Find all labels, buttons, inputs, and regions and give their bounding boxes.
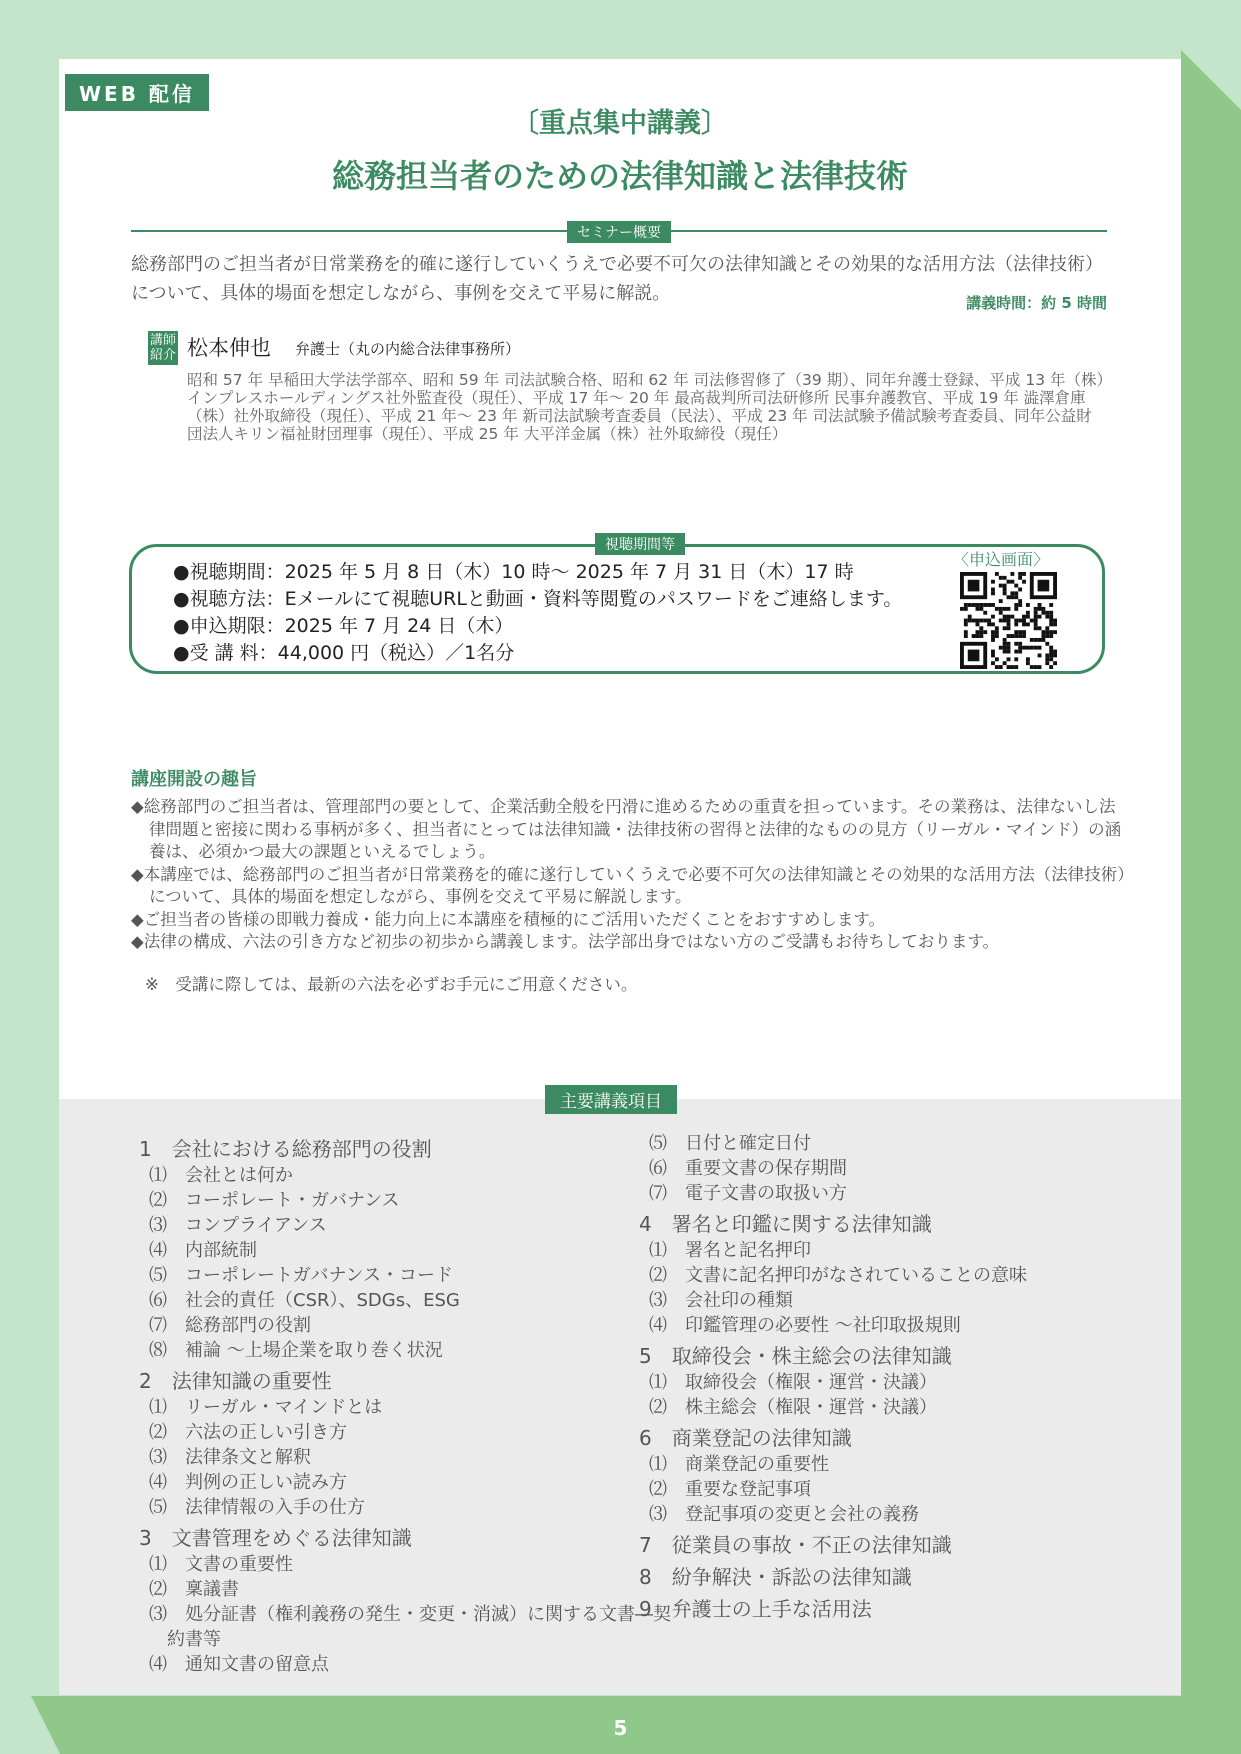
viewing-label: 視聴期間等 [595, 533, 685, 555]
syllabus-chapter: 9 弁護士の上手な活用法 [639, 1597, 872, 1621]
syllabus-subitem: ⑶ 登記事項の変更と会社の義務 [649, 1504, 919, 1525]
syllabus-subitem: ⑴ 署名と記名押印 [649, 1240, 811, 1261]
syllabus-chapter: 4 署名と印鑑に関する法律知識 [639, 1212, 932, 1236]
lecturer-bio: 昭和 57 年 早稲田大学法学部卒、昭和 59 年 司法試験合格、昭和 62 年 司法修習修了（39 期）、同年弁護士登録、平成 13 年（株）インプレスホールディングス社外監査役（現任）、平成 17 年～ 20 年 最高裁判所司法研修所 民事弁護教官、平成 19 年 澁澤倉庫（株）社外取締役（現任）、平成 21 年～ 23 年 新司法試験考査委員（民法）、平成 23 年 司法試験予備試験考査委員、同年公益財団法人キリン福祉財団理事（現任）、平成 25 年 大平洋金属（株）社外取締役（現任） [187, 371, 1105, 443]
syllabus-subitem: ⑵ コーポレート・ガバナンス [149, 1190, 400, 1211]
syllabus-subitem: ⑴ リーガル・マインドとは [149, 1397, 383, 1418]
overview-label: セミナー概要 [567, 221, 671, 243]
syllabus-subitem: ⑶ 法律条文と解釈 [149, 1447, 311, 1468]
overview-heading [131, 221, 1107, 241]
web-delivery-badge: WEB 配信 [65, 74, 209, 111]
syllabus-subitem: ⑸ コーポレートガバナンス・コード [149, 1265, 454, 1286]
syllabus-chapter: 5 取締役会・株主総会の法律知識 [639, 1344, 952, 1368]
purpose-item: ◆ご担当者の皆様の即戦力養成・能力向上に本講座を積極的にご活用いただくことをおすすめします。 [131, 909, 886, 929]
syllabus-subitem: ⑴ 取締役会（権限・運営・決議） [649, 1372, 937, 1393]
application-deadline: ●申込期限：2025 年 7 月 24 日（木） [173, 615, 514, 637]
syllabus-chapter: 3 文書管理をめぐる法律知識 [139, 1526, 412, 1550]
syllabus-chapter: 6 商業登記の法律知識 [639, 1426, 852, 1450]
syllabus-subitem: ⑴ 商業登記の重要性 [649, 1454, 829, 1475]
syllabus-subitem: ⑶ 会社印の種類 [649, 1290, 793, 1311]
syllabus-subitem: ⑴ 文書の重要性 [149, 1554, 293, 1575]
syllabus-subitem: ⑻ 補論 ～上場企業を取り巻く状況 [149, 1340, 443, 1361]
syllabus-subitem: ⑷ 印鑑管理の必要性 ～社印取扱規則 [649, 1315, 961, 1336]
syllabus-subitem: ⑸ 日付と確定日付 [649, 1133, 811, 1154]
page-number: 5 [613, 1716, 628, 1740]
right-color-band [1181, 0, 1241, 1754]
page-sheet [59, 59, 1181, 1695]
syllabus-subitem: ⑸ 法律情報の入手の仕方 [149, 1497, 365, 1518]
purpose-list [131, 796, 1131, 954]
overview-text: 総務部門のご担当者が日常業務を的確に遂行していくうえで必要不可欠の法律知識とその効果的な活用方法（法律技術）について、具体的場面を想定しながら、事例を交えて平易に解説。 [131, 254, 1103, 304]
syllabus-right-column [639, 1131, 1159, 1623]
syllabus-subitem: ⑷ 判例の正しい読み方 [149, 1472, 347, 1493]
viewing-method: ●視聴方法：Eメールにて視聴URLと動画・資料等閲覧のパスワードをご連絡します。 [173, 588, 903, 610]
syllabus-subitem: ⑴ 会社とは何か [149, 1165, 293, 1186]
syllabus-chapter: 7 従業員の事故・不正の法律知識 [639, 1533, 952, 1557]
purpose-item: ◆法律の構成、六法の引き方など初歩の初歩から講義します。法学部出身ではない方のご受講もお待ちしております。 [131, 932, 1000, 951]
purpose-item: ◆総務部門のご担当者は、管理部門の要として、企業活動全般を円滑に進めるための重責を担っています。その業務は、法律ないし法律問題と密接に関わる事柄が多く、担当者にとっては法律知識・法律技術の習得と法律的なものの見方（リーガル・マインド）の涵養は、必須かつ最大の課題といえるでしょう。 [131, 797, 1122, 861]
syllabus-left-column [139, 1131, 679, 1677]
syllabus-chapter: 2 法律知識の重要性 [139, 1369, 332, 1393]
lecturer-title: 弁護士（丸の内総合法律事務所） [295, 340, 521, 358]
syllabus-subitem: ⑹ 重要文書の保存期間 [649, 1158, 847, 1179]
lecturer-badge: 講師紹介 [149, 333, 176, 363]
lecture-duration: 講義時間：約 5 時間 [966, 294, 1107, 312]
purpose-note: ※ 受講に際しては、最新の六法を必ずお手元にご用意ください。 [145, 975, 638, 994]
syllabus-subitem: ⑶ 処分証書（権利義務の発生・変更・消滅）に関する文書―契約書等 [149, 1604, 671, 1650]
lecturer-name: 松本伸也 [187, 336, 271, 360]
syllabus-subitem: ⑹ 社会的責任（CSR）、SDGs、ESG [149, 1290, 460, 1311]
syllabus-subitem: ⑺ 電子文書の取扱い方 [649, 1183, 847, 1204]
page-subtitle: 〔重点集中講義〕 [512, 108, 728, 139]
syllabus-subitem: ⑶ コンプライアンス [149, 1215, 327, 1236]
syllabus-subitem: ⑵ 文書に記名押印がなされていることの意味 [649, 1265, 1027, 1286]
syllabus-subitem: ⑵ 六法の正しい引き方 [149, 1422, 347, 1443]
syllabus-chapter: 8 紛争解決・訴訟の法律知識 [639, 1565, 912, 1589]
purpose-item: ◆本講座では、総務部門のご担当者が日常業務を的確に遂行していくうえで必要不可欠の法律知識とその効果的な活用方法（法律技術）について、具体的場面を想定しながら、事例を交えて平易に解説します。 [131, 864, 1126, 906]
page-title: 総務担当者のための法律知識と法律技術 [331, 157, 908, 195]
syllabus-subitem: ⑵ 稟議書 [149, 1579, 239, 1600]
apply-screen-label: 〈申込画面〉 [953, 550, 1050, 569]
syllabus-subitem: ⑵ 重要な登記事項 [649, 1479, 811, 1500]
qr-code-icon[interactable] [960, 572, 1057, 669]
syllabus-chapter: 1 会社における総務部門の役割 [139, 1137, 432, 1161]
purpose-heading: 講座開設の趣旨 [131, 769, 257, 790]
syllabus-subitem: ⑷ 通知文書の留意点 [149, 1654, 329, 1675]
tuition-fee: ●受 講 料：44,000 円（税込）／1名分 [173, 642, 515, 664]
syllabus-label: 主要講義項目 [545, 1085, 677, 1114]
syllabus-subitem: ⑷ 内部統制 [149, 1240, 257, 1261]
syllabus-subitem: ⑵ 株主総会（権限・運営・決議） [649, 1397, 937, 1418]
viewing-period: ●視聴期間：2025 年 5 月 8 日（木）10 時～ 2025 年 7 月 31 日（木）17 時 [173, 561, 854, 583]
syllabus-subitem: ⑺ 総務部門の役割 [149, 1315, 311, 1336]
